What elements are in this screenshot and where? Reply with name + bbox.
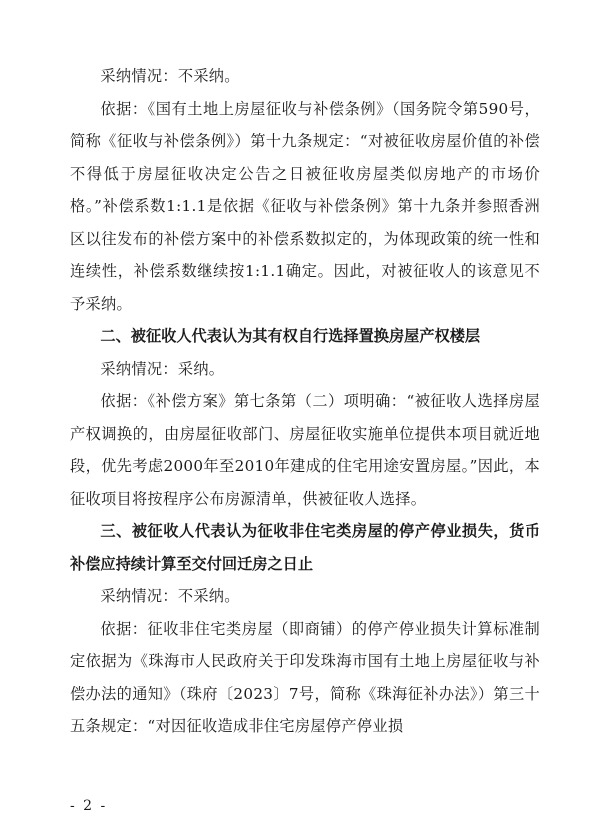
section-heading-2: 二、被征收人代表认为其有权自行选择置换房屋产权楼层 <box>100 327 481 345</box>
section-heading-3: 三、被征收人代表认为征收非住宅类房屋的停产停业损失，货币补偿应持续计算至交付回迁房之日止 <box>70 522 540 573</box>
page-number: - 2 - <box>70 798 108 814</box>
adoption-status-3: 采纳情况：不采纳。 <box>100 587 240 605</box>
basis-2: 依据：《补偿方案》第七条第（二）项明确：“被征收人选择房屋产权调换的，由房屋征收部门、房屋征收实施单位提供本项目就近地段，优先考虑2000年至2010年建成的住宅用途安置房屋。”因此，本征收项目将按程序公布房源清单，供被征收人选择。 <box>70 392 540 508</box>
adoption-status-2: 采纳情况：采纳。 <box>100 359 225 378</box>
basis-1: 依据：《国有土地上房屋征收与补偿条例》（国务院令第590号，简称《征收与补偿条例》）第十九条规定：“对被征收房屋价值的补偿不得低于房屋征收决定公告之日被征收房屋类似房地产的市场价格。”补偿系数1:1.1是依据《征收与补偿条例》第十九条并参照香洲区以往发布的补偿方案中的补偿系数拟定的，为体现政策的统一性和连续性，补偿系数继续按1:1.1确定。因此，对被征收人的该意见不予采纳。 <box>70 99 540 313</box>
adoption-status-1: 采纳情况：不采纳。 <box>100 67 240 85</box>
basis-3: 依据：征收非住宅类房屋（即商铺）的停产停业损失计算标准制定依据为《珠海市人民政府关于印发珠海市国有土地上房屋征收与补偿办法的通知》（珠府〔2023〕7号，简称《珠海征补办法》）第三十五条规定：“对因征收造成非住宅房屋停产停业损 <box>70 619 540 735</box>
document-body <box>70 60 540 743</box>
